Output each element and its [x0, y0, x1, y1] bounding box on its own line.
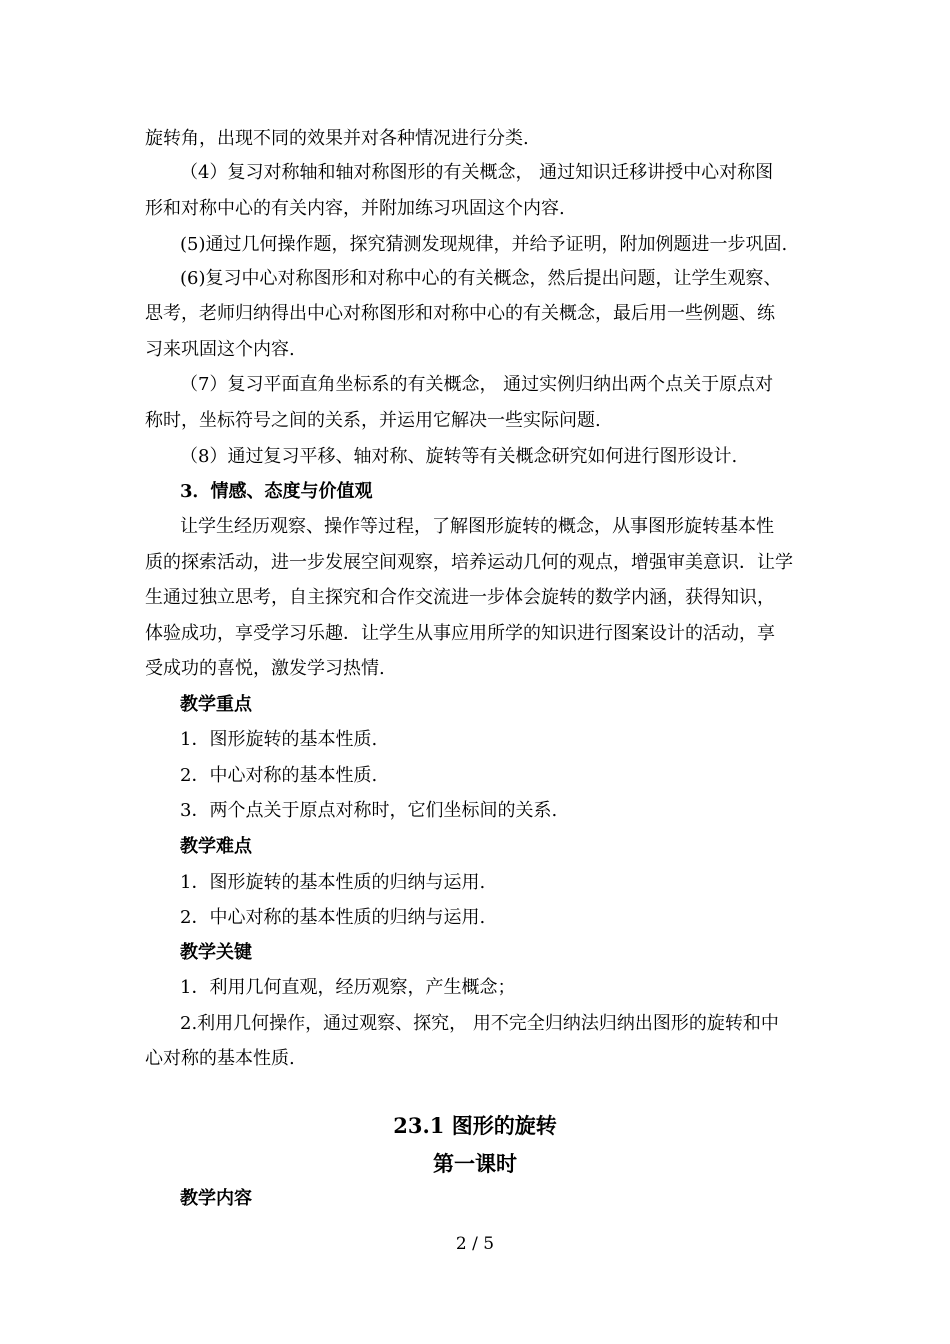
text-line: （8）通过复习平移、轴对称、旋转等有关概念研究如何进行图形设计.	[180, 446, 738, 467]
text-line: (6)复习中心对称图形和对称中心的有关概念，然后提出问题，让学生观察、	[180, 268, 782, 289]
text-line: 形和对称中心的有关内容，并附加练习巩固这个内容.	[145, 198, 565, 219]
text-line: 旋转角，出现不同的效果并对各种情况进行分类.	[145, 128, 529, 149]
text-line: 1．图形旋转的基本性质.	[180, 729, 378, 750]
text-line: 心对称的基本性质.	[145, 1048, 295, 1069]
text-line: 2.利用几何操作，通过观察、探究， 用不完全归纳法归纳出图形的旋转和中	[180, 1013, 779, 1034]
text-line: 受成功的喜悦，激发学习热情.	[145, 658, 385, 679]
section-heading: 教学关键	[180, 942, 252, 963]
text-line: 生通过独立思考，自主探究和合作交流进一步体会旋转的数学内涵，获得知识，	[145, 587, 775, 608]
lesson-title: 23.1 图形的旋转	[393, 1113, 557, 1138]
text-line: 称时，坐标符号之间的关系，并运用它解决一些实际问题.	[145, 410, 601, 431]
section-heading: 教学内容	[180, 1188, 252, 1209]
text-line: 2．中心对称的基本性质的归纳与运用.	[180, 907, 486, 928]
text-line: (5)通过几何操作题，探究猜测发现规律，并给予证明，附加例题进一步巩固.	[180, 234, 788, 255]
text-line: 1．图形旋转的基本性质的归纳与运用.	[180, 872, 486, 893]
section-heading: 3．情感、态度与价值观	[180, 481, 373, 502]
text-line: 习来巩固这个内容.	[145, 339, 295, 360]
text-line: 思考，老师归纳得出中心对称图形和对称中心的有关概念，最后用一些例题、练	[145, 303, 775, 324]
text-line: 让学生经历观察、操作等过程，了解图形旋转的概念，从事图形旋转基本性	[180, 516, 774, 537]
text-line: （4）复习对称轴和轴对称图形的有关概念， 通过知识迁移讲授中心对称图	[180, 162, 774, 183]
text-line: 2．中心对称的基本性质.	[180, 765, 378, 786]
text-line: 质的探索活动，进一步发展空间观察，培养运动几何的观点，增强审美意识．让学	[145, 552, 793, 573]
lesson-subtitle: 第一课时	[433, 1151, 517, 1176]
text-line: 体验成功，享受学习乐趣．让学生从事应用所学的知识进行图案设计的活动，享	[145, 623, 775, 644]
section-heading: 教学难点	[180, 836, 252, 857]
text-line: 1．利用几何直观，经历观察，产生概念；	[180, 977, 516, 998]
text-line: （7）复习平面直角坐标系的有关概念， 通过实例归纳出两个点关于原点对	[180, 374, 774, 395]
section-heading: 教学重点	[180, 694, 252, 715]
page-number: 2 / 5	[455, 1234, 495, 1254]
text-line: 3．两个点关于原点对称时，它们坐标间的关系.	[180, 800, 558, 821]
